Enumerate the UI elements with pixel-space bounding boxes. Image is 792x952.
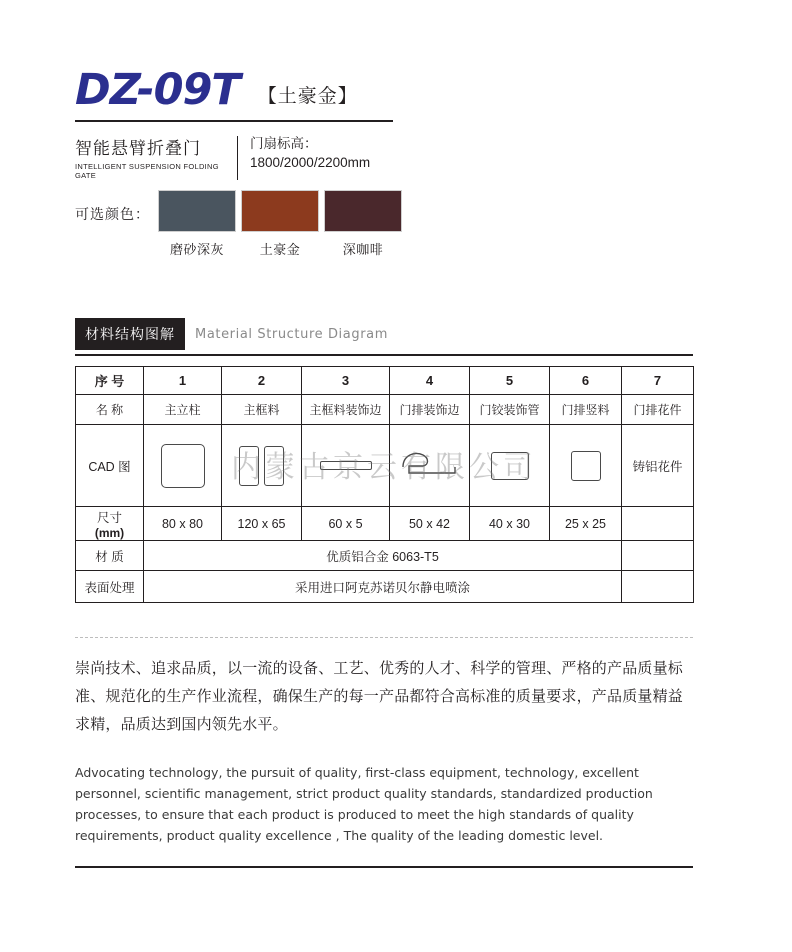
- subtitle-cn: 智能悬臂折叠门: [75, 139, 201, 158]
- row-label-name: 名 称: [76, 395, 144, 425]
- table-row: [76, 367, 694, 395]
- header: [75, 65, 695, 180]
- index-cell: 2: [222, 367, 302, 395]
- index-cell: 7: [622, 367, 694, 395]
- index-cell: 5: [470, 367, 550, 395]
- hinge-tube-icon: [491, 452, 529, 480]
- name-cell: 门排竖料: [550, 395, 622, 425]
- section-tag: 材料结构图解: [75, 318, 185, 350]
- name-cell: 主框料装饰边: [302, 395, 390, 425]
- size-cell: [622, 507, 694, 541]
- name-cell: 门排花件: [622, 395, 694, 425]
- table-row: [76, 395, 694, 425]
- vertical-bar-icon: [571, 451, 601, 481]
- row-label-surface: 表面处理: [76, 571, 144, 603]
- section-head: [75, 318, 693, 350]
- subtitle-en: INTELLIGENT SUSPENSION FOLDING GATE: [75, 162, 219, 180]
- color-swatch-item[interactable]: [324, 190, 402, 258]
- section-header: [75, 318, 693, 356]
- subtitle-divider: [237, 136, 238, 180]
- subtitle-left: [75, 134, 237, 180]
- subtitle-row: [75, 134, 695, 180]
- size-cell: 80 x 80: [144, 507, 222, 541]
- size-cell: 25 x 25: [550, 507, 622, 541]
- row-label-size: [76, 507, 144, 541]
- surface-value: 采用进口阿克苏诺贝尔静电喷涂: [144, 571, 622, 603]
- door-height-label: 门扇标高：: [250, 136, 318, 151]
- cad-text-cell: 铸铝花件: [622, 425, 694, 507]
- color-swatch[interactable]: [241, 190, 319, 232]
- row-label-size-text: 尺寸: [96, 510, 122, 525]
- index-cell: 3: [302, 367, 390, 395]
- cad-drawing-3: [302, 425, 390, 507]
- index-cell: 1: [144, 367, 222, 395]
- name-cell: 门铰装饰管: [470, 395, 550, 425]
- color-swatch-label: 磨砂深灰: [169, 242, 224, 257]
- color-swatch-label: 深咖啡: [342, 242, 384, 257]
- spec-table: [75, 366, 694, 603]
- table-row: [76, 425, 694, 507]
- frame-profile-icon: [222, 446, 301, 486]
- square-profile-icon: [161, 444, 205, 488]
- door-height-value: 1800/2000/2200mm: [250, 155, 371, 170]
- cad-drawing-1: [144, 425, 222, 507]
- row-label-material: 材 质: [76, 541, 144, 571]
- model-row: [75, 65, 695, 115]
- color-swatch-label: 土豪金: [259, 242, 301, 257]
- model-color-name: 【土豪金】: [257, 86, 358, 107]
- cad-drawing-6: [550, 425, 622, 507]
- index-cell: 6: [550, 367, 622, 395]
- color-swatch[interactable]: [324, 190, 402, 232]
- title-divider: [75, 120, 393, 122]
- hook-profile-icon: [399, 447, 461, 481]
- color-options: [75, 190, 407, 258]
- size-cell: 120 x 65: [222, 507, 302, 541]
- material-value: 优质铝合金 6063-T5: [144, 541, 622, 571]
- table-row: [76, 571, 694, 603]
- row-label-size-unit: (mm): [94, 525, 125, 540]
- size-cell: 40 x 30: [470, 507, 550, 541]
- description-cn: 崇尚技术、追求品质，以一流的设备、工艺、优秀的人才、科学的管理、严格的产品质量标准、规范化的生产作业流程，确保生产的每一产品都符合高标准的质量要求，产品质量精益求精，品质达到国内领先水平。: [75, 660, 684, 733]
- watermark: 内蒙古京云有限公司: [231, 451, 537, 484]
- cad-drawing-4: [390, 425, 470, 507]
- material-empty: [622, 541, 694, 571]
- size-cell: 50 x 42: [390, 507, 470, 541]
- table-row: [76, 507, 694, 541]
- color-swatch-group: [158, 190, 407, 258]
- surface-empty: [622, 571, 694, 603]
- door-height-spec: [250, 134, 370, 172]
- spec-table-wrap: [75, 366, 693, 603]
- color-swatch-item[interactable]: [241, 190, 319, 258]
- cad-drawing-5: [470, 425, 550, 507]
- row-label-index: 序 号: [76, 367, 144, 395]
- row-label-cad: CAD 图: [76, 425, 144, 507]
- name-cell: 主框料: [222, 395, 302, 425]
- bottom-divider: [75, 866, 693, 868]
- index-cell: 4: [390, 367, 470, 395]
- color-options-label: 可选颜色：: [75, 206, 150, 222]
- section-divider: [75, 354, 693, 356]
- color-swatch[interactable]: [158, 190, 236, 232]
- name-cell: 主立柱: [144, 395, 222, 425]
- table-row: [76, 541, 694, 571]
- name-cell: 门排装饰边: [390, 395, 470, 425]
- description-en: Advocating technology, the pursuit of quality, first-class equipment, technology, excellent personnel, scientific management, strict product quality standards, standardized production processes, to ensure that each product is produced to meet the high standards of quality requirements, product quality excellence , The quality of the leading domestic level.: [75, 765, 653, 843]
- model-code: DZ-09T: [75, 65, 240, 115]
- section-subtitle-en: Material Structure Diagram: [195, 326, 388, 342]
- cad-drawing-2: [222, 425, 302, 507]
- trim-strip-icon: [320, 461, 372, 470]
- color-swatch-item[interactable]: [158, 190, 236, 258]
- dashed-divider: [75, 637, 693, 638]
- size-cell: 60 x 5: [302, 507, 390, 541]
